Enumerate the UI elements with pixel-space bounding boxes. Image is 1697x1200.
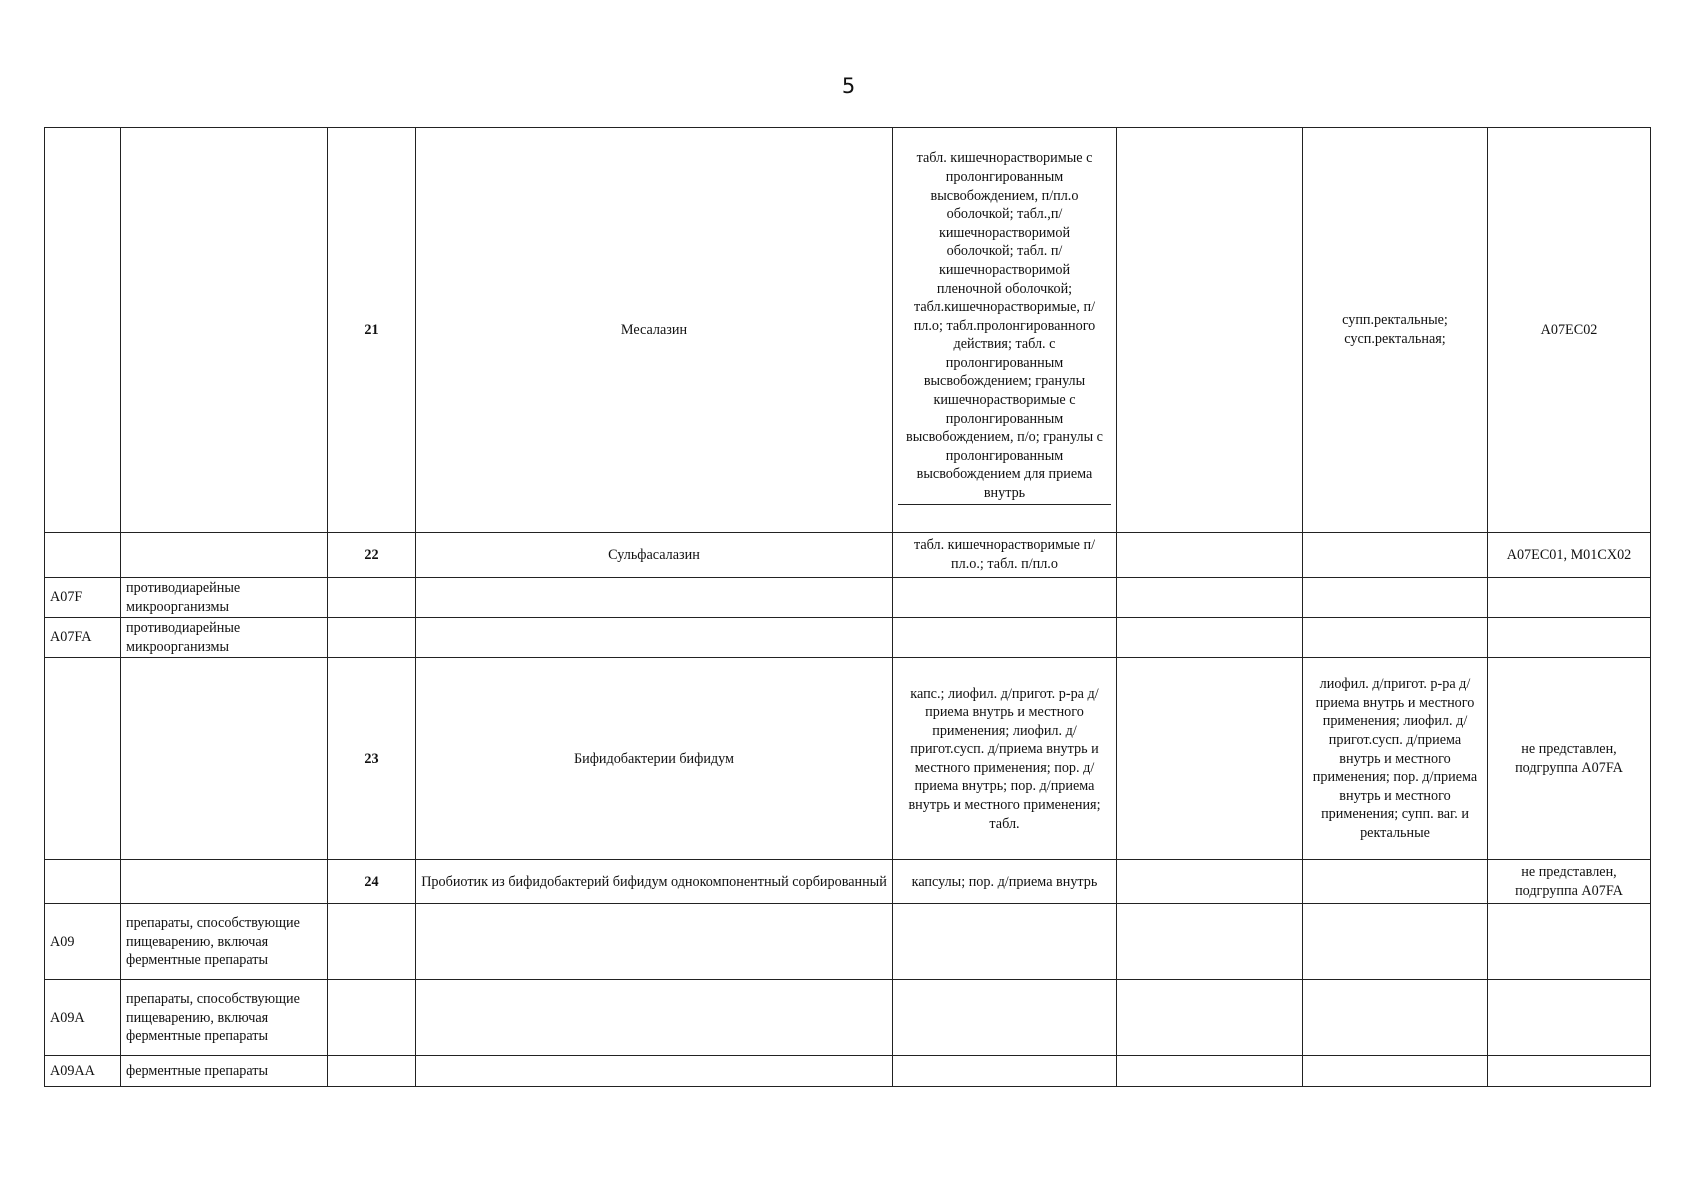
other-dosage-forms xyxy=(1303,860,1488,904)
row-number xyxy=(328,904,416,980)
table-row xyxy=(45,658,1651,860)
atc-code xyxy=(1488,578,1651,618)
atc-group-code xyxy=(45,128,121,533)
drug-name xyxy=(416,618,893,658)
atc-code: не представлен, подгруппа A07FA xyxy=(1488,860,1651,904)
drug-name xyxy=(416,904,893,980)
drug-name: Месалазин xyxy=(416,128,893,533)
other-dosage-forms xyxy=(1303,980,1488,1056)
atc-group-code: A09 xyxy=(45,904,121,980)
drug-table xyxy=(44,127,1651,1087)
other-dosage-forms xyxy=(1303,533,1488,578)
drug-name xyxy=(416,1056,893,1087)
drug-name: Пробиотик из бифидобактерий бифидум однокомпонентный сорбированный xyxy=(416,860,893,904)
dosage-forms xyxy=(893,618,1117,658)
atc-group-code: A09A xyxy=(45,980,121,1056)
atc-group-name: противодиарейные микроорганизмы xyxy=(121,618,328,658)
atc-group-name: препараты, способствующие пищеварению, включая ферментные препараты xyxy=(121,980,328,1056)
dosage-forms-cell xyxy=(893,128,1117,533)
atc-group-name xyxy=(121,860,328,904)
row-number xyxy=(328,578,416,618)
row-number xyxy=(328,980,416,1056)
extra-column xyxy=(1117,578,1303,618)
other-dosage-forms: супп.ректальные; сусп.ректальная; xyxy=(1303,128,1488,533)
extra-column xyxy=(1117,860,1303,904)
table-row xyxy=(45,980,1651,1056)
atc-group-code xyxy=(45,860,121,904)
drug-name: Сульфасалазин xyxy=(416,533,893,578)
dosage-forms: капсулы; пор. д/приема внутрь xyxy=(893,860,1117,904)
atc-code xyxy=(1488,1056,1651,1087)
dosage-forms xyxy=(893,578,1117,618)
row-number xyxy=(328,1056,416,1087)
atc-group-name xyxy=(121,658,328,860)
extra-column xyxy=(1117,980,1303,1056)
atc-code: A07EC02 xyxy=(1488,128,1651,533)
table-row xyxy=(45,1056,1651,1087)
atc-group-name xyxy=(121,533,328,578)
atc-group-code: A07F xyxy=(45,578,121,618)
dosage-forms xyxy=(893,1056,1117,1087)
dosage-forms xyxy=(893,980,1117,1056)
atc-group-name: препараты, способствующие пищеварению, включая ферментные препараты xyxy=(121,904,328,980)
extra-column xyxy=(1117,904,1303,980)
extra-column xyxy=(1117,1056,1303,1087)
other-dosage-forms xyxy=(1303,904,1488,980)
extra-column xyxy=(1117,658,1303,860)
row-number xyxy=(328,618,416,658)
atc-code xyxy=(1488,980,1651,1056)
atc-group-code xyxy=(45,658,121,860)
atc-code xyxy=(1488,904,1651,980)
atc-group-code xyxy=(45,533,121,578)
atc-group-name: ферментные препараты xyxy=(121,1056,328,1087)
atc-group-code: A07FA xyxy=(45,618,121,658)
row-number: 22 xyxy=(328,533,416,578)
table-row xyxy=(45,860,1651,904)
row-number: 23 xyxy=(328,658,416,860)
atc-group-code: A09AA xyxy=(45,1056,121,1087)
other-dosage-forms xyxy=(1303,1056,1488,1087)
atc-group-name xyxy=(121,128,328,533)
page-number: 5 xyxy=(841,74,856,98)
table-row xyxy=(45,128,1651,533)
atc-group-name: противодиарейные микроорганизмы xyxy=(121,578,328,618)
extra-column xyxy=(1117,618,1303,658)
drug-name: Бифидобактерии бифидум xyxy=(416,658,893,860)
extra-column xyxy=(1117,533,1303,578)
table-row xyxy=(45,533,1651,578)
other-dosage-forms xyxy=(1303,618,1488,658)
dosage-forms xyxy=(893,904,1117,980)
row-number: 21 xyxy=(328,128,416,533)
atc-code: не представлен, подгруппа A07FA xyxy=(1488,658,1651,860)
table-row xyxy=(45,618,1651,658)
table-row xyxy=(45,578,1651,618)
row-number: 24 xyxy=(328,860,416,904)
drug-name xyxy=(416,578,893,618)
other-dosage-forms: лиофил. д/пригот. р-ра д/приема внутрь и местного применения; лиофил. д/пригот.сусп. д/приема внутрь и местного применения; пор. д/приема внутрь и местного применения; супп. ваг. и ректальные xyxy=(1303,658,1488,860)
atc-code: A07EC01, M01CX02 xyxy=(1488,533,1651,578)
atc-code xyxy=(1488,618,1651,658)
dosage-forms: табл. кишечнорастворимые п/пл.о.; табл. п/пл.о xyxy=(893,533,1117,578)
dosage-forms: табл. кишечнорастворимые с пролонгированным высвобождением, п/пл.о оболочкой; табл.,п/кишечнорастворимой оболочкой; табл. п/кишечнорастворимой пленочной оболочкой; табл.кишечнорастворимые, п/пл.о; табл.пролонгированного действия; табл. с пролонгированным высвобождением; гранулы кишечнорастворимые с пролонгированным высвобождением, п/о; гранулы с пролонгированным высвобождением для приема внутрь xyxy=(898,149,1111,504)
other-dosage-forms xyxy=(1303,578,1488,618)
table-row xyxy=(45,904,1651,980)
dosage-forms: капс.; лиофил. д/пригот. р-ра д/приема внутрь и местного применения; лиофил. д/пригот.сусп. д/приема внутрь и местного применения; пор. д/приема внутрь; пор. д/приема внутрь и местного применения; табл. xyxy=(893,658,1117,860)
drug-name xyxy=(416,980,893,1056)
extra-column xyxy=(1117,128,1303,533)
